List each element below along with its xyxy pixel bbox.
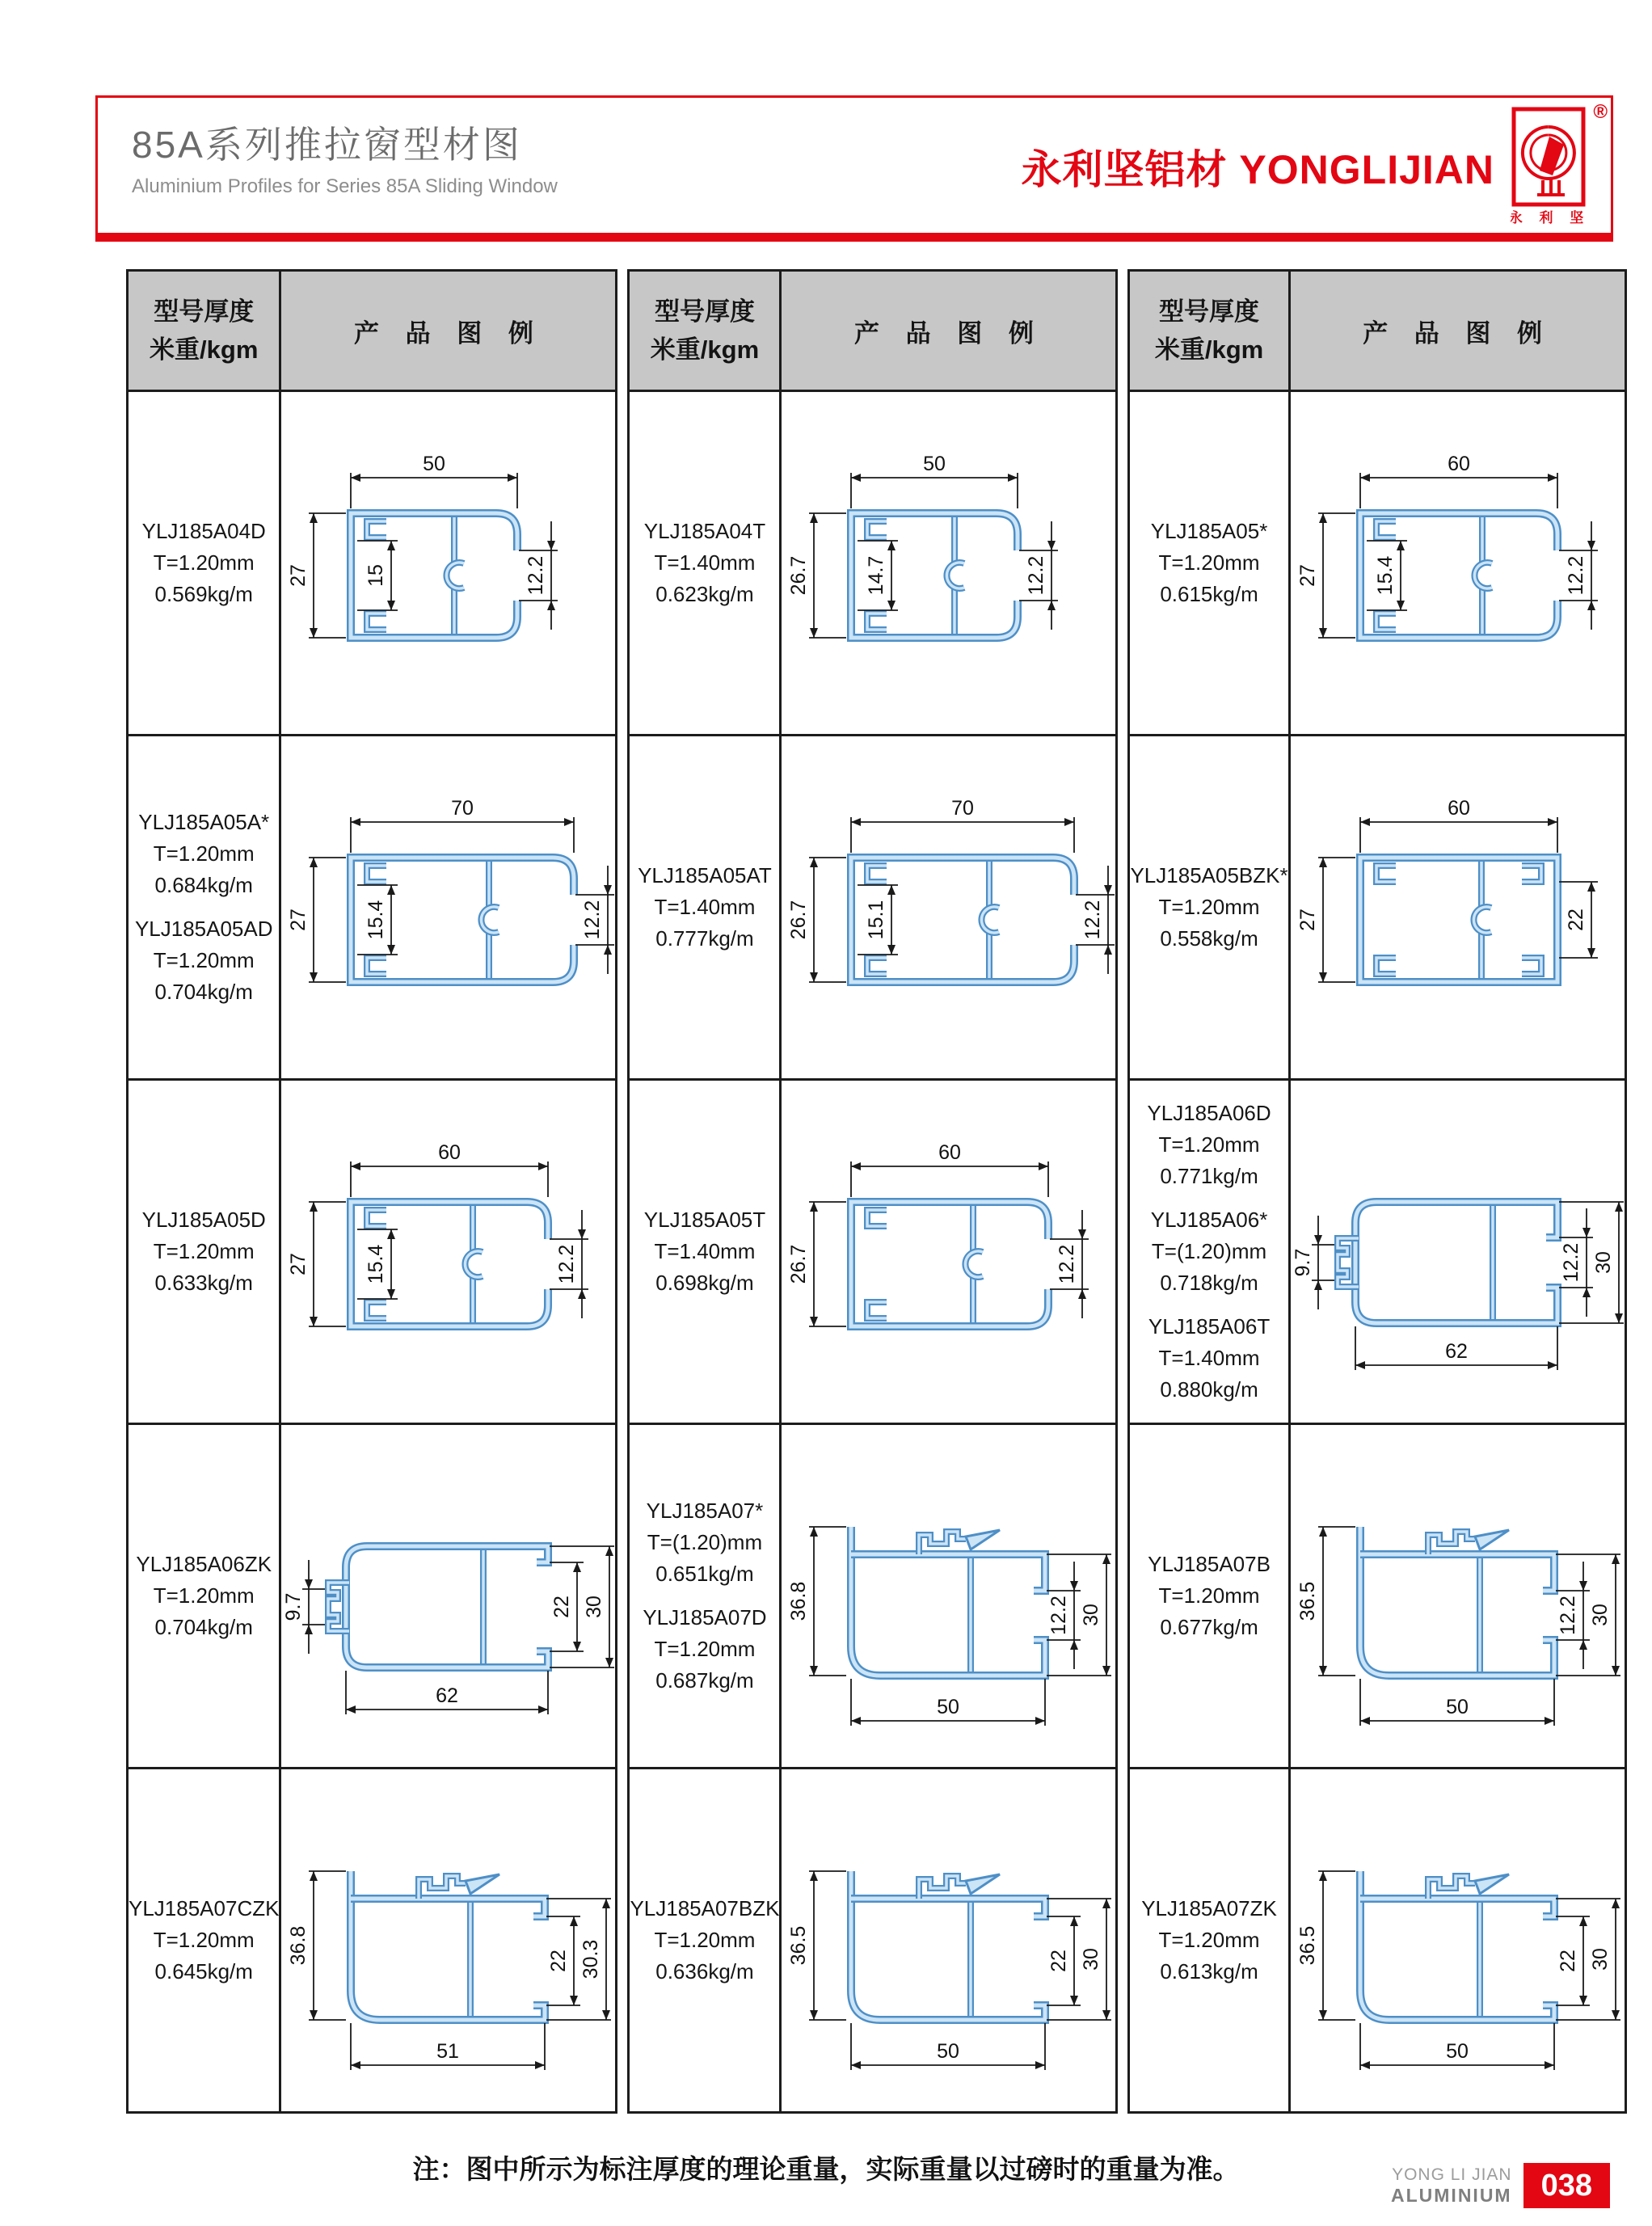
svg-text:12.2: 12.2 (1556, 1596, 1579, 1635)
title-block (132, 116, 558, 198)
model-cell (629, 736, 781, 1080)
profile-drawing (1291, 1769, 1625, 2111)
svg-text:60: 60 (938, 1141, 962, 1164)
col-header-drawing: 产 品 图 例 (781, 271, 1117, 391)
svg-text:30: 30 (1591, 1251, 1615, 1274)
profile-model (630, 860, 779, 955)
profile-model (129, 1204, 279, 1299)
model-weight: 0.615kg/m (1160, 582, 1258, 606)
model-thickness: T=1.20mm (1158, 1928, 1260, 1952)
model-name: YLJ185A07D (643, 1605, 767, 1629)
col-header-model: 型号厚度 米重/kgm (128, 271, 280, 391)
profile-drawing (281, 1081, 615, 1423)
svg-text:36.5: 36.5 (1296, 1581, 1319, 1621)
brand-logo (1511, 100, 1608, 227)
svg-text:26.7: 26.7 (787, 900, 811, 940)
brand-block (1021, 98, 1608, 234)
model-cell (128, 736, 280, 1080)
model-cell (629, 1424, 781, 1769)
drawing-cell (1289, 1080, 1625, 1424)
svg-text:62: 62 (436, 1684, 459, 1707)
profile-drawing (281, 1769, 615, 2111)
profile-shape (851, 1202, 1048, 1326)
registered-mark: ® (1593, 100, 1608, 123)
dimensions (787, 1141, 1089, 1326)
svg-text:15.4: 15.4 (365, 900, 388, 940)
page-header (95, 95, 1613, 234)
profile-shape (1360, 858, 1557, 982)
profile-drawing (782, 392, 1115, 734)
profile-model (630, 516, 779, 610)
profile-shape (851, 1527, 1045, 1676)
svg-text:永 利 坚: 永 利 坚 (1511, 209, 1588, 226)
model-name: YLJ185A07B (1148, 1552, 1271, 1576)
svg-text:36.8: 36.8 (787, 1581, 811, 1621)
table-row (629, 1424, 1117, 1769)
model-weight: 0.633kg/m (154, 1271, 253, 1295)
profile-shape (1338, 1202, 1557, 1323)
model-thickness: T=1.20mm (153, 1239, 255, 1263)
svg-text:9.7: 9.7 (282, 1592, 306, 1621)
model-cell (629, 1080, 781, 1424)
svg-text:50: 50 (937, 1696, 960, 1718)
svg-text:36.8: 36.8 (287, 1925, 310, 1966)
svg-text:12.2: 12.2 (1047, 1596, 1071, 1635)
model-thickness: T=1.20mm (153, 948, 255, 972)
svg-text:36.5: 36.5 (1296, 1925, 1319, 1966)
model-thickness: T=1.20mm (654, 1928, 756, 1952)
profile-table-group (627, 269, 1118, 2114)
model-name: YLJ185A04D (141, 519, 266, 543)
model-weight: 0.569kg/m (154, 582, 253, 606)
model-weight: 0.558kg/m (1160, 926, 1258, 951)
profile-model (129, 516, 279, 610)
svg-text:60: 60 (1447, 797, 1470, 820)
svg-text:30: 30 (1588, 1604, 1612, 1626)
table-row (1129, 1769, 1625, 2113)
col-header-drawing: 产 品 图 例 (1289, 271, 1625, 391)
profile-drawing (1291, 1081, 1625, 1423)
col-header-drawing: 产 品 图 例 (280, 271, 617, 391)
table-row (1129, 1424, 1625, 1769)
model-weight: 0.636kg/m (655, 1959, 754, 1984)
drawing-cell (1289, 736, 1625, 1080)
model-thickness: T=1.40mm (1158, 1346, 1260, 1370)
table-row (128, 1424, 617, 1769)
drawing-cell (781, 391, 1117, 736)
profile-model (630, 1893, 779, 1988)
model-thickness: T=(1.20)mm (1151, 1239, 1267, 1263)
model-name: YLJ185A05D (141, 1208, 266, 1232)
profile-drawing (1291, 392, 1625, 734)
drawing-cell (1289, 1769, 1625, 2113)
table-row (1129, 391, 1625, 736)
svg-text:9.7: 9.7 (1291, 1248, 1314, 1277)
model-cell (1129, 391, 1289, 736)
model-cell (128, 1424, 280, 1769)
profile-model (129, 807, 279, 901)
page-corner (1391, 2163, 1610, 2208)
table-row (1129, 1080, 1625, 1424)
svg-text:50: 50 (923, 453, 946, 475)
drawing-cell (280, 1424, 617, 1769)
model-cell (128, 391, 280, 736)
model-name: YLJ185A07ZK (1141, 1896, 1277, 1920)
model-thickness: T=(1.20)mm (647, 1530, 763, 1554)
svg-text:60: 60 (438, 1141, 461, 1164)
model-weight: 0.677kg/m (1160, 1615, 1258, 1639)
svg-text:27: 27 (1296, 909, 1319, 931)
profile-drawing (281, 392, 615, 734)
corner-brand (1391, 2165, 1512, 2207)
model-cell (629, 1769, 781, 2113)
svg-text:15.1: 15.1 (865, 900, 888, 940)
model-name: YLJ185A05T (643, 1208, 766, 1232)
svg-text:50: 50 (423, 453, 446, 475)
model-name: YLJ185A05BZK* (1130, 863, 1288, 887)
page-number: 038 (1523, 2163, 1610, 2208)
model-name: YLJ185A05A* (138, 810, 270, 834)
footer-note: 注：图中所示为标注厚度的理论重量，实际重量以过磅时的重量为准。 (412, 2154, 1240, 2184)
table-row (128, 391, 617, 736)
brand-name: 永利坚铝材 YONGLIJIAN (1021, 146, 1494, 192)
table-row (629, 736, 1117, 1080)
model-name: YLJ185A05AT (638, 863, 772, 887)
model-cell (1129, 1769, 1289, 2113)
model-name: YLJ185A05* (1150, 519, 1268, 543)
svg-text:36.5: 36.5 (787, 1925, 811, 1966)
svg-text:30: 30 (1588, 1948, 1612, 1971)
svg-text:12.2: 12.2 (1564, 555, 1587, 596)
svg-text:51: 51 (436, 2040, 460, 2063)
model-name: YLJ185A06D (1147, 1101, 1271, 1125)
drawing-cell (280, 391, 617, 736)
svg-text:22: 22 (547, 1950, 571, 1972)
model-thickness: T=1.20mm (153, 550, 255, 575)
model-name: YLJ185A04T (643, 519, 766, 543)
model-cell (1129, 1424, 1289, 1769)
svg-text:22: 22 (1564, 909, 1587, 931)
model-name: YLJ185A06ZK (136, 1552, 272, 1576)
profile-shape (851, 1871, 1045, 2020)
drawing-cell (1289, 1424, 1625, 1769)
drawing-cell (781, 1424, 1117, 1769)
svg-text:12.2: 12.2 (1559, 1242, 1582, 1283)
svg-text:12.2: 12.2 (555, 1244, 579, 1284)
brand-logo-icon (1511, 106, 1588, 227)
svg-text:26.7: 26.7 (787, 555, 811, 596)
table-row (629, 1080, 1117, 1424)
svg-text:12.2: 12.2 (1025, 555, 1048, 596)
dimensions (287, 797, 614, 982)
svg-text:70: 70 (951, 797, 975, 820)
model-weight: 0.771kg/m (1160, 1164, 1258, 1188)
profile-drawing (782, 1425, 1115, 1767)
page-title: 85A系列推拉窗型材图 (132, 124, 522, 166)
model-thickness: T=1.20mm (1158, 1583, 1260, 1608)
model-name: YLJ185A05AD (134, 917, 273, 941)
profile-model (1130, 516, 1287, 610)
model-thickness: T=1.20mm (1158, 1132, 1260, 1157)
table-row (1129, 736, 1625, 1080)
model-weight: 0.645kg/m (154, 1959, 253, 1984)
svg-text:12.2: 12.2 (1081, 900, 1105, 940)
dimensions (1296, 797, 1598, 982)
model-weight: 0.704kg/m (154, 980, 253, 1004)
model-cell (128, 1769, 280, 2113)
svg-text:30: 30 (1080, 1604, 1103, 1626)
table-row (629, 1769, 1117, 2113)
model-thickness: T=1.20mm (153, 841, 255, 866)
svg-text:12.2: 12.2 (581, 900, 605, 940)
model-name: YLJ185A07* (646, 1499, 764, 1523)
profile-model (630, 1602, 779, 1697)
svg-text:26.7: 26.7 (787, 1244, 811, 1284)
drawing-cell (1289, 391, 1625, 736)
model-thickness: T=1.20mm (153, 1928, 255, 1952)
svg-text:22: 22 (550, 1596, 574, 1618)
svg-text:12.2: 12.2 (525, 555, 548, 596)
profile-model (1130, 1311, 1287, 1406)
svg-text:15.4: 15.4 (365, 1244, 388, 1284)
dimensions (787, 797, 1115, 982)
svg-text:27: 27 (287, 909, 310, 931)
profile-model (129, 1893, 279, 1988)
profile-drawing (782, 736, 1115, 1078)
profile-drawing (782, 1081, 1115, 1423)
model-weight: 0.684kg/m (154, 873, 253, 897)
table-row (629, 391, 1117, 736)
model-name: YLJ185A07CZK (129, 1896, 280, 1920)
model-weight: 0.613kg/m (1160, 1959, 1258, 1984)
svg-text:70: 70 (451, 797, 474, 820)
profile-model (1130, 1893, 1287, 1988)
drawing-cell (781, 736, 1117, 1080)
svg-text:15: 15 (365, 564, 388, 587)
profile-table-group (1127, 269, 1626, 2114)
model-weight: 0.718kg/m (1160, 1271, 1258, 1295)
svg-text:27: 27 (287, 564, 310, 587)
model-name: YLJ185A07BZK (630, 1896, 780, 1920)
profile-model (129, 913, 279, 1008)
svg-text:30.3: 30.3 (579, 1939, 603, 1979)
col-header-model: 型号厚度 米重/kgm (1129, 271, 1289, 391)
profile-model (1130, 860, 1287, 955)
corner-line2: ALUMINIUM (1391, 2184, 1512, 2206)
model-weight: 0.880kg/m (1160, 1377, 1258, 1402)
profile-model (1130, 1549, 1287, 1643)
model-weight: 0.698kg/m (655, 1271, 754, 1295)
profile-shape (1360, 1527, 1554, 1676)
drawing-cell (280, 736, 617, 1080)
dimensions (1296, 453, 1598, 638)
profile-table-group (126, 269, 617, 2114)
drawing-cell (781, 1080, 1117, 1424)
svg-text:30: 30 (1080, 1948, 1103, 1971)
model-thickness: T=1.40mm (654, 550, 756, 575)
model-name: YLJ185A06T (1148, 1314, 1271, 1339)
model-thickness: T=1.20mm (153, 1583, 255, 1608)
table-row (128, 736, 617, 1080)
col-header-model: 型号厚度 米重/kgm (629, 271, 781, 391)
svg-text:22: 22 (1047, 1950, 1071, 1972)
model-thickness: T=1.40mm (654, 895, 756, 919)
svg-text:50: 50 (937, 2040, 960, 2063)
model-weight: 0.651kg/m (655, 1562, 754, 1586)
model-weight: 0.623kg/m (655, 582, 754, 606)
svg-text:62: 62 (1444, 1340, 1468, 1363)
model-thickness: T=1.20mm (654, 1637, 756, 1661)
svg-text:60: 60 (1447, 453, 1470, 475)
svg-text:14.7: 14.7 (865, 555, 888, 596)
drawing-cell (280, 1769, 617, 2113)
profile-model (129, 1549, 279, 1643)
page-subtitle: Aluminium Profiles for Series 85A Sliding Window (132, 175, 558, 197)
header-red-bar (95, 233, 1613, 242)
profile-drawing (1291, 736, 1625, 1078)
model-cell (1129, 1080, 1289, 1424)
table-row (128, 1080, 617, 1424)
profile-drawing (782, 1769, 1115, 2111)
corner-line1: YONG LI JIAN (1392, 2165, 1512, 2184)
model-thickness: T=1.20mm (1158, 895, 1260, 919)
profile-shape (1360, 1871, 1554, 2020)
model-weight: 0.704kg/m (154, 1615, 253, 1639)
drawing-cell (280, 1080, 617, 1424)
model-thickness: T=1.40mm (654, 1239, 756, 1263)
profile-drawing (281, 736, 615, 1078)
model-cell (629, 391, 781, 736)
profile-shape (351, 1871, 545, 2020)
dimensions (287, 1141, 588, 1326)
model-cell (1129, 736, 1289, 1080)
model-weight: 0.777kg/m (655, 926, 754, 951)
model-thickness: T=1.20mm (1158, 550, 1260, 575)
svg-text:22: 22 (1556, 1950, 1579, 1972)
svg-text:30: 30 (583, 1596, 606, 1618)
profile-drawing (281, 1425, 615, 1767)
svg-text:15.4: 15.4 (1373, 555, 1397, 596)
table-row (128, 1769, 617, 2113)
profile-model (630, 1204, 779, 1299)
profile-shape (328, 1546, 548, 1667)
model-weight: 0.687kg/m (655, 1668, 754, 1693)
profile-drawing (1291, 1425, 1625, 1767)
svg-text:27: 27 (1296, 564, 1319, 587)
svg-text:12.2: 12.2 (1056, 1244, 1079, 1284)
svg-text:27: 27 (287, 1253, 310, 1275)
model-name: YLJ185A06* (1150, 1208, 1268, 1232)
profile-model (1130, 1204, 1287, 1299)
profile-model (630, 1495, 779, 1590)
drawing-cell (781, 1769, 1117, 2113)
svg-text:50: 50 (1445, 1696, 1469, 1718)
model-cell (128, 1080, 280, 1424)
profile-model (1130, 1098, 1287, 1192)
profiles-table (126, 269, 1627, 2114)
svg-text:50: 50 (1445, 2040, 1469, 2063)
